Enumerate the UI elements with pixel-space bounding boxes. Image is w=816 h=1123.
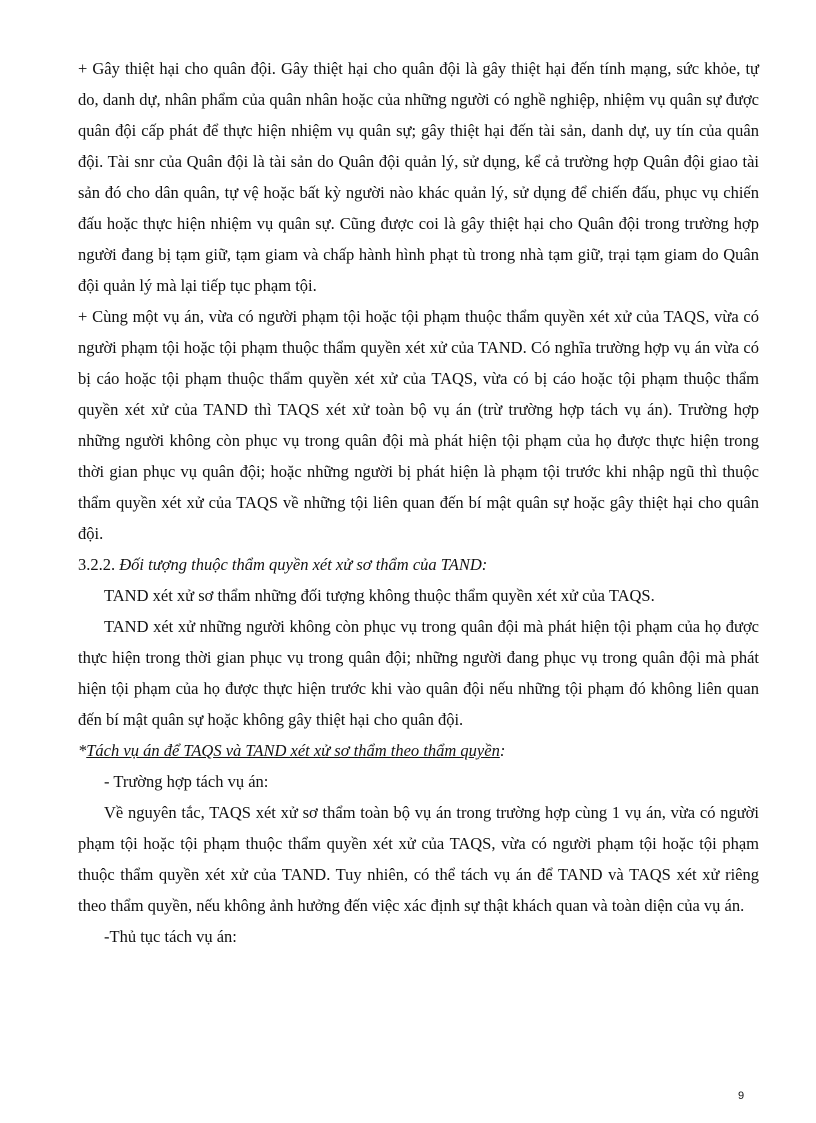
- page-number: 9: [738, 1090, 745, 1102]
- section-heading: [78, 549, 759, 580]
- note-star: *: [78, 741, 87, 760]
- note-colon: :: [499, 741, 506, 760]
- note-title: Tách vụ án để TAQS và TAND xét xử sơ thẩm theo thẩm quyền: [86, 741, 500, 760]
- section-title: Đối tượng thuộc thẩm quyền xét xử sơ thẩm của TAND:: [119, 555, 488, 574]
- paragraph-tand-scope: TAND xét xử sơ thẩm những đối tượng không thuộc thẩm quyền xét xử của TAQS.: [104, 586, 655, 605]
- paragraph-tand-persons: TAND xét xử những người không còn phục vụ trong quân đội mà phát hiện tội phạm của họ được thực hiện trong thời gian phục vụ trong quân đội; những người đang phục vụ trong quân đội mà phát hiện tội phạm của họ được thực hiện trước khi vào quân đội nếu những tội phạm đó không liên quan đến bí mật quân sự hoặc không gây thiệt hại cho quân đội.: [78, 617, 759, 729]
- paragraph-split-case-heading: - Trường hợp tách vụ án:: [104, 772, 269, 791]
- body-text: [78, 53, 759, 952]
- note-heading: [78, 735, 759, 766]
- section-number: 3.2.2.: [78, 555, 116, 574]
- paragraph-damage-to-army: + Gây thiệt hại cho quân đội. Gây thiệt hại cho quân đội là gây thiệt hại đến tính mạng, sức khỏe, tự do, danh dự, nhân phẩm của quân nhân hoặc của những người có nghề nghiệp, nhiệm vụ quân sự được quân đội cấp phát để thực hiện nhiệm vụ quân sự; gây thiệt hại đến tài sản, danh dự, uy tín của quân đội. Tài snr của Quân đội là tài sản do Quân đội quản lý, sử dụng, kể cả trường hợp Quân đội giao tài sản đó cho dân quân, tự vệ hoặc bất kỳ người nào khác quản lý, sử dụng để chiến đấu, phục vụ chiến đấu hoặc thực hiện nhiệm vụ quân sự. Cũng được coi là gây thiệt hại cho Quân đội trong trường hợp người đang bị tạm giữ, tạm giam và chấp hành hình phạt tù trong nhà tạm giữ, trại tạm giam do Quân đội quản lý mà lại tiếp tục phạm tội.: [78, 59, 759, 295]
- paragraph-same-case: + Cùng một vụ án, vừa có người phạm tội hoặc tội phạm thuộc thẩm quyền xét xử của TAQS, vừa có người phạm tội hoặc tội phạm thuộc thẩm quyền xét xử của TAND. Có nghĩa trường hợp vụ án vừa có bị cáo hoặc tội phạm thuộc thẩm quyền xét xử của TAQS, vừa có bị cáo hoặc tội phạm thuộc thẩm quyền xét xử của TAND thì TAQS xét xử toàn bộ vụ án (trừ trường hợp tách vụ án). Trường hợp những người không còn phục vụ trong quân đội mà phát hiện tội phạm của họ được thực hiện trong thời gian phục vụ quân đội; hoặc những người bị phát hiện là phạm tội trước khi nhập ngũ thì thuộc thẩm quyền xét xử của TAQS về những tội liên quan đến bí mật quân sự hoặc gây thiệt hại cho quân đội.: [78, 307, 759, 543]
- paragraph-split-case-procedure: -Thủ tục tách vụ án:: [104, 927, 237, 946]
- paragraph-split-case-principle: Về nguyên tắc, TAQS xét xử sơ thẩm toàn bộ vụ án trong trường hợp cùng 1 vụ án, vừa có người phạm tội hoặc tội phạm thuộc thẩm quyền xét xử của TAQS, vừa có người phạm tội hoặc tội phạm thuộc thẩm quyền xét xử của TAND. Tuy nhiên, có thể tách vụ án để TAND và TAQS xét xử riêng theo thẩm quyền, nếu không ảnh hưởng đến việc xác định sự thật khách quan và toàn diện của vụ án.: [78, 803, 759, 915]
